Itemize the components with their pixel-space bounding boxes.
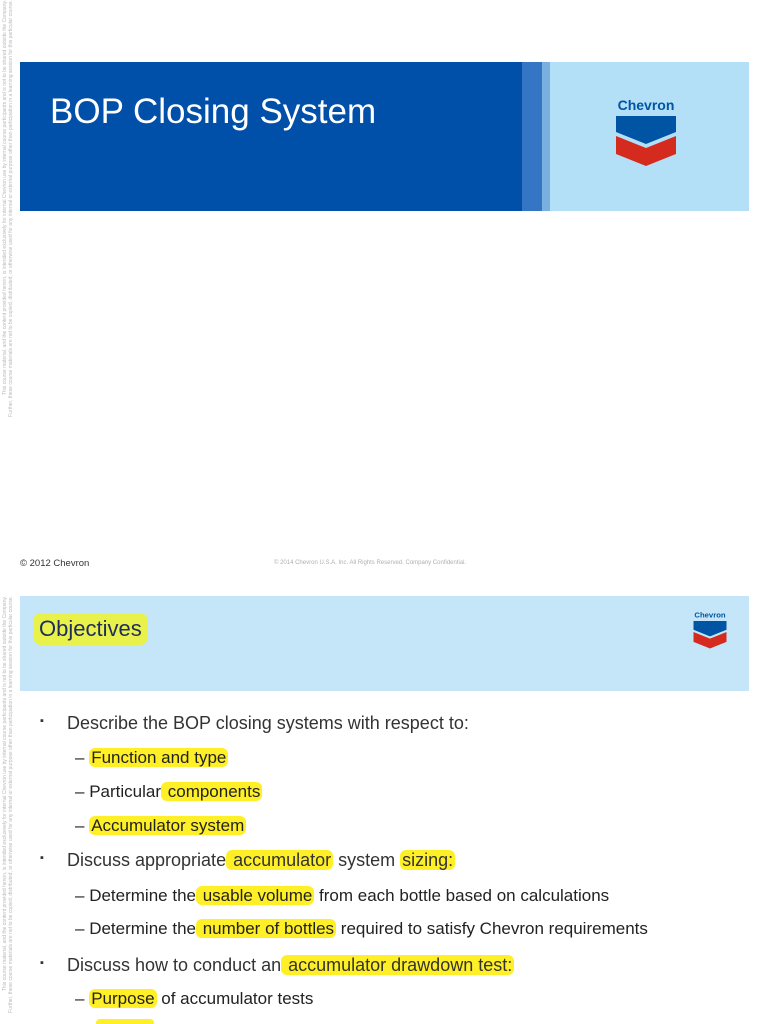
dash: – [75, 748, 85, 767]
objective-sub-1-3 [75, 816, 246, 836]
highlight-accumulator: accumulator [228, 850, 332, 870]
side-note-line-2: Further, these course materials are not to be copied, distributed, or otherwise used for any internal or external purpose other than participation in a learning session for this particular course. [8, 0, 14, 417]
bullet-3-text: Discuss how to conduct an [67, 955, 282, 975]
objective-sub-2-2 [75, 919, 648, 939]
bullet-mark: ▪ [40, 957, 44, 969]
objective-sub-2-1 [75, 886, 609, 906]
objective-sub-1-1 [75, 748, 228, 768]
highlight-accumulator-system: Accumulator system [91, 816, 245, 835]
sub-text-post: required to satisfy Chevron requirements [336, 919, 648, 938]
sub-text: Determine the [89, 919, 196, 938]
banner-stripe [522, 62, 542, 211]
side-confidential-note [0, 0, 16, 560]
bullet-1-text: Describe the BOP closing systems with respect to: [67, 713, 469, 733]
objective-bullet-2 [40, 850, 455, 871]
side-note-line-3: This course material, and the content provided herein, is intended exclusively for internal Chevron use by internal course participants and is not to be shared outside the Company. [2, 596, 8, 992]
partial-highlight-cut-off [96, 1019, 154, 1024]
sub-text: Particular [89, 782, 162, 801]
highlight-purpose: Purpose [91, 989, 155, 1008]
side-note-line-1: This course material, and the content provided herein, is intended exclusively for internal Chevron use by internal course participants and is not to be shared outside the Company. [2, 0, 8, 396]
bullet-2-text: Discuss appropriate [67, 850, 227, 870]
bullet-mark: ▪ [40, 715, 44, 727]
slide-title: BOP Closing System [50, 92, 377, 131]
objective-bullet-3 [40, 955, 514, 976]
logo-wordmark: Chevron [617, 97, 675, 113]
objective-sub-1-2 [75, 782, 262, 802]
objectives-banner [20, 596, 749, 691]
sub-text: Determine the [89, 886, 196, 905]
side-confidential-note-2 [0, 596, 16, 1024]
dash: – [75, 816, 85, 835]
title-banner [20, 62, 749, 211]
highlight-function-type: Function and type [91, 748, 227, 767]
bullet-2-mid: system [333, 850, 401, 870]
copyright-footer: © 2012 Chevron [20, 558, 90, 569]
title-banner-dark [20, 62, 522, 211]
sub-text-post: from each bottle based on calculations [314, 886, 610, 905]
highlight-usable-volume: usable volume [197, 886, 313, 905]
logo-wordmark-small: Chevron [694, 610, 726, 620]
chevron-logo-small-icon [688, 610, 732, 654]
banner-stripe-light [542, 62, 550, 211]
side-note-line-4: Further, these course materials are not to be copied, distributed, or otherwise used for any internal or external purpose other than participation in a learning session for this particular course. [8, 596, 14, 1013]
chevron-logo-icon [606, 96, 686, 176]
bullet-mark: ▪ [40, 852, 44, 864]
objective-sub-3-1 [75, 989, 313, 1009]
objective-bullet-1 [40, 713, 469, 734]
objectives-title: Objectives [33, 613, 148, 645]
dash: – [75, 919, 85, 938]
highlight-sizing: sizing: [402, 850, 454, 870]
highlight-drawdown-test: accumulator drawdown test: [283, 955, 513, 975]
dash: – [75, 886, 85, 905]
sub-text-post: of accumulator tests [156, 989, 314, 1008]
dash: – [75, 782, 85, 801]
rights-footer: © 2014 Chevron U.S.A. Inc. All Rights Reserved. Company Confidential. [274, 560, 467, 566]
dash: – [75, 989, 85, 1008]
highlight-components: components [163, 782, 261, 801]
highlight-number-of-bottles: number of bottles [197, 919, 335, 938]
